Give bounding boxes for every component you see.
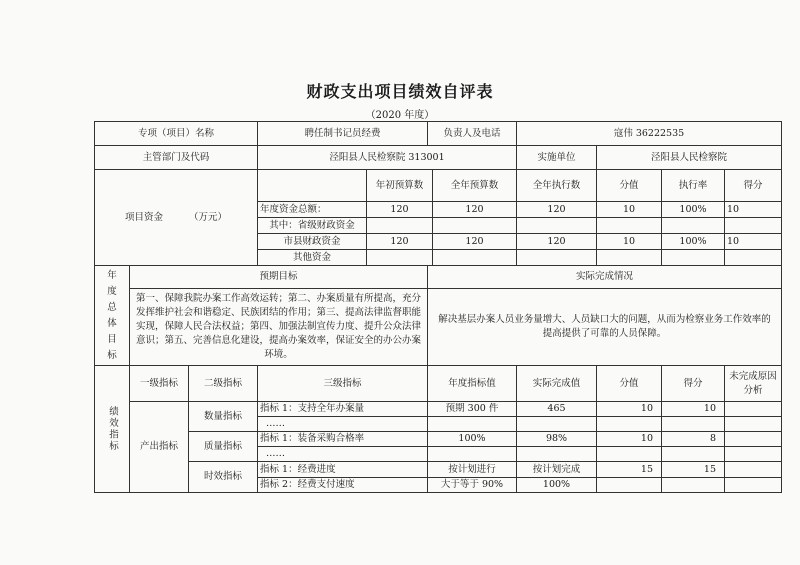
funds-header: 得分: [724, 169, 782, 202]
contact-label: 负责人及电话: [427, 121, 517, 146]
ind-name: 指标 1：装备采购合格率: [257, 431, 428, 447]
funds-cell: 10: [724, 201, 782, 218]
funds-cell: 10: [596, 233, 662, 250]
ind-header: 得分: [661, 365, 725, 402]
ind-target: 预期 300 件: [427, 401, 517, 417]
ind-actual: 按计划完成: [516, 461, 597, 478]
level2-timeliness: 时效指标: [188, 461, 258, 493]
funds-header: 全年执行数: [516, 169, 597, 202]
funds-header: 全年预算数: [432, 169, 517, 202]
ind-header: 实际完成值: [516, 365, 597, 402]
funds-cell: 10: [724, 233, 782, 250]
ind-reason: [724, 401, 782, 417]
level1-output: 产出指标: [129, 401, 189, 493]
ind-target: 大于等于 90%: [427, 477, 517, 493]
ind-got: [661, 416, 725, 432]
funds-row-label: 其中：省级财政资金: [257, 217, 367, 234]
funds-cell: [724, 217, 782, 234]
funds-cell: [661, 217, 725, 234]
ind-got: [661, 477, 725, 493]
actual-text: 解决基层办案人员业务量增大、人员缺口大的问题，从而为检察业务工作效率的提高提供了可靠的人员保障。: [427, 288, 782, 366]
ind-name: ……: [257, 446, 428, 462]
ind-name: 指标 2：经费支付速度: [257, 477, 428, 493]
funds-cell: 120: [516, 201, 597, 218]
ind-actual: [516, 416, 597, 432]
ind-got: [661, 446, 725, 462]
ind-score: 10: [596, 401, 662, 417]
ind-target: [427, 416, 517, 432]
ind-header: 一级指标: [129, 365, 189, 402]
funds-row-label: 市县财政资金: [257, 233, 367, 250]
ind-reason: [724, 461, 782, 478]
funds-header: 分值: [596, 169, 662, 202]
level2-quantity: 数量指标: [188, 401, 258, 432]
funds-cell: 120: [366, 233, 433, 250]
funds-cell: [516, 217, 597, 234]
funds-unit: （万元）: [189, 211, 228, 223]
year-subtitle: （2020 年度）: [365, 110, 435, 121]
funds-cell: [432, 217, 517, 234]
project-name-value: 聘任制书记员经费: [257, 121, 428, 146]
ind-actual: 100%: [516, 477, 597, 493]
ind-actual: 98%: [516, 431, 597, 447]
funds-cell: 10: [596, 201, 662, 218]
funds-cell: [596, 217, 662, 234]
ind-header: 三级指标: [257, 365, 428, 402]
expected-text: 第一、保障我院办案工作高效运转；第二、办案质量有所提高，充分发挥维护社会和谐稳定、民族团结的作用；第三、提高法律监督职能实现，保障人民合法权益；第四、加强法制宣传力度、提升公众法律意识；第五、完善信息化建设，提高办案效率，保证安全的办公办案环境。: [129, 288, 428, 366]
funds-corner: [257, 169, 367, 202]
ind-header: 未完成原因分析: [724, 365, 782, 402]
funds-cell: 120: [432, 201, 517, 218]
project-name-label: 专项（项目）名称: [94, 121, 258, 146]
ind-reason: [724, 446, 782, 462]
funds-cell: [366, 249, 433, 266]
ind-reason: [724, 477, 782, 493]
funds-label: 项目资金: [124, 211, 163, 223]
impl-value: 泾阳县人民检察院: [596, 145, 782, 170]
actual-header: 实际完成情况: [427, 265, 782, 289]
funds-row-label: 其他资金: [257, 249, 367, 266]
funds-cell: [366, 217, 433, 234]
contact-value: 寇伟 36222535: [516, 121, 782, 146]
level2-quality: 质量指标: [188, 431, 258, 462]
ind-got: 8: [661, 431, 725, 447]
ind-target: [427, 446, 517, 462]
ind-got: 15: [661, 461, 725, 478]
ind-actual: [516, 446, 597, 462]
ind-name: 指标 1：经费进度: [257, 461, 428, 478]
dept-value: 泾阳县人民检察院 313001: [257, 145, 517, 170]
ind-score: [596, 416, 662, 432]
funds-label-cell: [94, 169, 258, 266]
ind-name: 指标 1：支持全年办案量: [257, 401, 428, 417]
ind-reason: [724, 431, 782, 447]
funds-cell: 120: [516, 233, 597, 250]
funds-cell: 120: [366, 201, 433, 218]
funds-cell: [661, 249, 725, 266]
funds-cell: [432, 249, 517, 266]
page-title: 财政支出项目绩效自评表: [306, 82, 494, 101]
ind-got: 10: [661, 401, 725, 417]
ind-target: 按计划进行: [427, 461, 517, 478]
indicators-label: 绩效指标: [94, 365, 130, 493]
ind-actual: 465: [516, 401, 597, 417]
goals-label: 年度总体目标: [94, 265, 130, 366]
ind-header: 分值: [596, 365, 662, 402]
ind-score: 15: [596, 461, 662, 478]
impl-label: 实施单位: [516, 145, 597, 170]
expected-header: 预期目标: [129, 265, 428, 289]
ind-name: ……: [257, 416, 428, 432]
ind-score: [596, 446, 662, 462]
funds-header: 年初预算数: [366, 169, 433, 202]
ind-header: 年度指标值: [427, 365, 517, 402]
funds-header: 执行率: [661, 169, 725, 202]
funds-row-label: 年度资金总额：: [257, 201, 367, 218]
ind-score: [596, 477, 662, 493]
ind-reason: [724, 416, 782, 432]
funds-cell: [516, 249, 597, 266]
ind-target: 100%: [427, 431, 517, 447]
funds-cell: [724, 249, 782, 266]
dept-label: 主管部门及代码: [94, 145, 258, 170]
funds-cell: [596, 249, 662, 266]
funds-cell: 120: [432, 233, 517, 250]
funds-cell: 100%: [661, 201, 725, 218]
ind-header: 二级指标: [188, 365, 258, 402]
ind-score: 10: [596, 431, 662, 447]
funds-cell: 100%: [661, 233, 725, 250]
